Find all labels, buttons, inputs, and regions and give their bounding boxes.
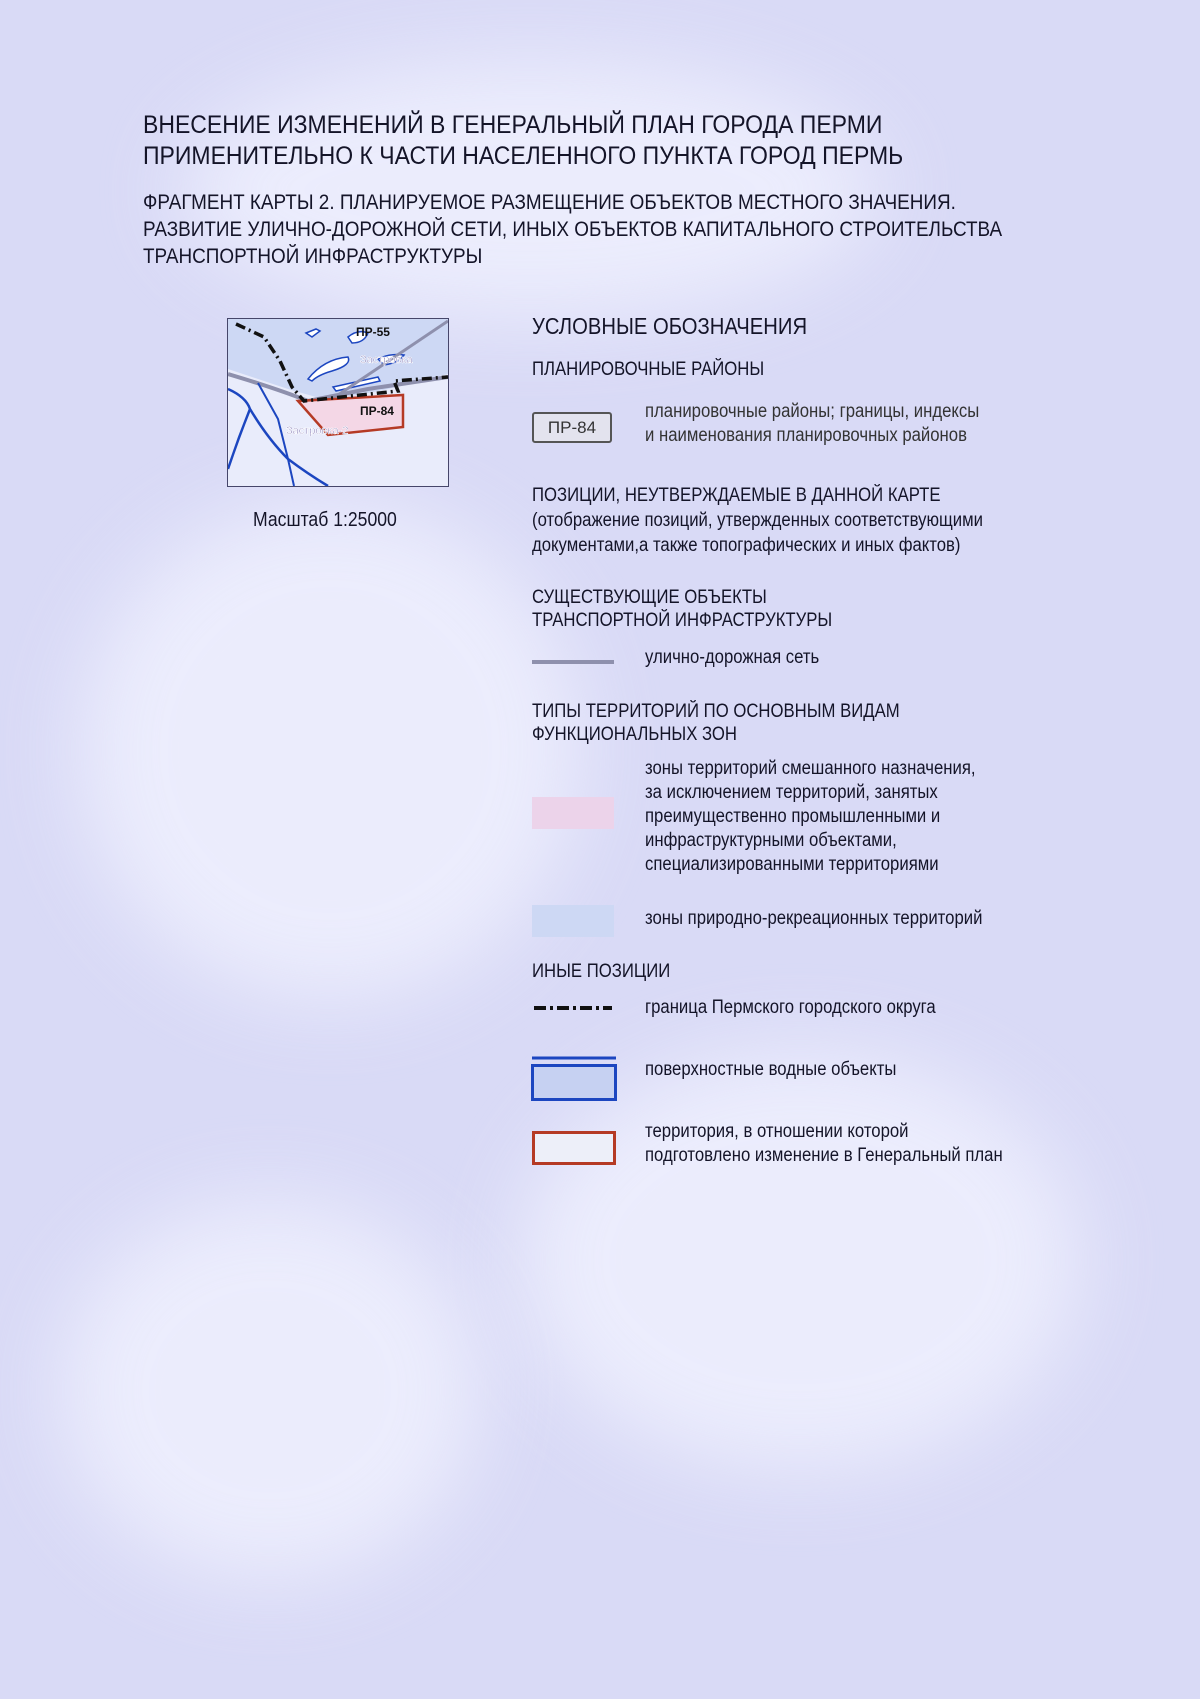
subtitle-line-2: РАЗВИТИЕ УЛИЧНО-ДОРОЖНОЙ СЕТИ, ИНЫХ ОБЪЕКТОВ КАПИТАЛЬНОГО СТРОИТЕЛЬСТВА: [143, 218, 1003, 241]
positions-section-line-1: ПОЗИЦИИ, НЕУТВЕРЖДАЕМЫЕ В ДАННОЙ КАРТЕ: [532, 485, 941, 506]
change-territory-swatch: [532, 1131, 616, 1165]
planning-district-badge-label: ПР-84: [547, 418, 597, 437]
positions-section-line-2: (отображение позиций, утвержденных соответствующими: [532, 510, 983, 531]
title-line-2: ПРИМЕНИТЕЛЬНО К ЧАСТИ НАСЕЛЕННОГО ПУНКТА ГОРОД ПЕРМЬ: [143, 142, 904, 170]
map-drawing: [228, 319, 448, 486]
planning-district-badge: [532, 412, 612, 443]
map-label-zastroyka-2: Застровка-2: [286, 425, 349, 437]
planning-desc-line-1: планировочные районы; границы, индексы: [645, 401, 980, 422]
existing-section-line-2: ТРАНСПОРТНОЙ ИНФРАСТРУКТУРЫ: [532, 610, 833, 631]
mixed-label-line-3: преимущественно промышленными и: [645, 806, 941, 827]
mixed-label-line-5: специализированными территориями: [645, 854, 939, 875]
mixed-label-line-1: зоны территорий смешанного назначения,: [645, 758, 976, 779]
recreation-zone-swatch: [532, 905, 614, 937]
planning-desc-line-2: и наименования планировочных районов: [645, 425, 967, 446]
water-label: поверхностные водные объекты: [645, 1059, 897, 1080]
existing-section-line-1: СУЩЕСТВУЮЩИЕ ОБЪЕКТЫ: [532, 587, 767, 608]
positions-section-line-3: документами,а также топографических и иных фактов): [532, 535, 961, 556]
mixed-label-line-4: инфраструктурными объектами,: [645, 830, 897, 851]
legend-section-planning: ПЛАНИРОВОЧНЫЕ РАЙОНЫ: [532, 359, 765, 380]
map-label-pr84: ПР-84: [360, 404, 394, 418]
map-label-zastroyka: Застровка: [360, 354, 413, 366]
background-blotch: [520, 1050, 1080, 1470]
change-label-line-1: территория, в отношении которой: [645, 1121, 909, 1142]
road-label: улично-дорожная сеть: [645, 647, 820, 668]
boundary-label: граница Пермского городского округа: [645, 997, 936, 1018]
water-symbol: [531, 1055, 617, 1101]
background-blotch: [80, 500, 580, 1000]
map-label-pr55: ПР-55: [356, 325, 390, 339]
mixed-zone-swatch: [532, 797, 614, 829]
road-symbol: [532, 656, 614, 668]
subtitle-line-3: ТРАНСПОРТНОЙ ИНФРАСТРУКТУРЫ: [143, 245, 483, 268]
legend-heading: УСЛОВНЫЕ ОБОЗНАЧЕНИЯ: [532, 313, 808, 339]
territory-section-line-2: ФУНКЦИОНАЛЬНЫХ ЗОН: [532, 724, 737, 745]
change-label-line-2: подготовлено изменение в Генеральный план: [645, 1145, 1003, 1166]
map-scale: Масштаб 1:25000: [253, 509, 397, 531]
subtitle-line-1: ФРАГМЕНТ КАРТЫ 2. ПЛАНИРУЕМОЕ РАЗМЕЩЕНИЕ ОБЪЕКТОВ МЕСТНОГО ЗНАЧЕНИЯ.: [143, 191, 956, 214]
mixed-label-line-2: за исключением территорий, занятых: [645, 782, 938, 803]
territory-section-line-1: ТИПЫ ТЕРРИТОРИЙ ПО ОСНОВНЫМ ВИДАМ: [532, 701, 900, 722]
recreation-label: зоны природно-рекреационных территорий: [645, 908, 983, 929]
other-section: ИНЫЕ ПОЗИЦИИ: [532, 961, 671, 982]
water-symbol-area: [533, 1066, 616, 1100]
title-line-1: ВНЕСЕНИЕ ИЗМЕНЕНИЙ В ГЕНЕРАЛЬНЫЙ ПЛАН ГОРОДА ПЕРМИ: [143, 111, 883, 139]
map-fragment: [227, 318, 449, 487]
boundary-symbol: [532, 1002, 614, 1014]
background-blotch: [60, 1200, 480, 1580]
